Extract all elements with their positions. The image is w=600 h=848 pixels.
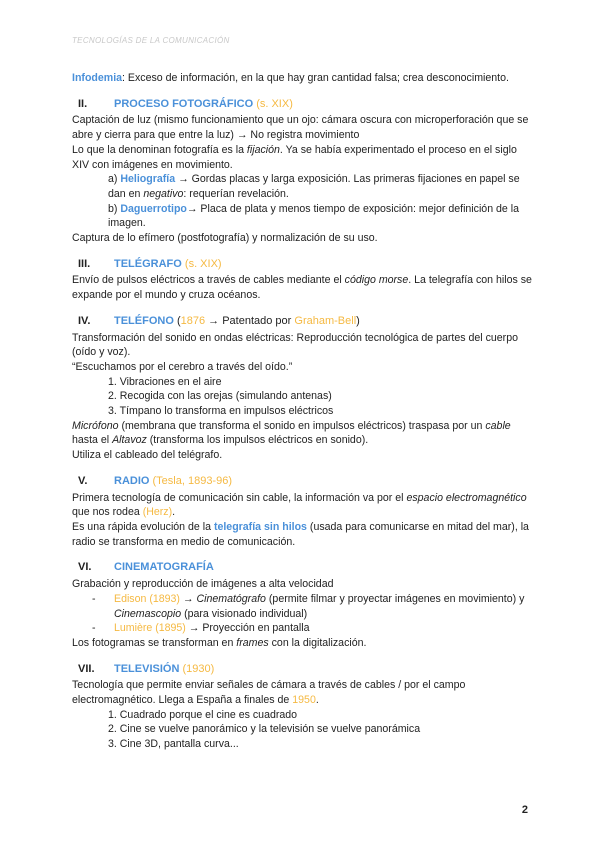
section-number: V. — [78, 474, 88, 487]
section-title: CINEMATOGRAFÍA — [114, 561, 214, 574]
infodemia-term: Infodemia — [72, 72, 123, 84]
text-run: Envío de pulsos eléctricos a través de cables mediante el — [72, 274, 345, 287]
text-run: . — [315, 694, 319, 707]
text-run: . Ya se había experimentado el proceso en el siglo XIV con imágenes en movimiento. — [72, 143, 517, 171]
section-heading-radio — [72, 474, 532, 489]
section-subtitle: (1930) — [179, 662, 215, 675]
paragraph: Captura de lo efímero (postfotografía) y normalización de su uso. — [72, 232, 378, 245]
italic-term: Cinematógrafo — [196, 592, 266, 605]
lumiere-label: Lumière (1895) — [114, 622, 186, 635]
text-run: : requerían revelación. — [183, 187, 289, 200]
text-run: (para visionado individual) — [181, 607, 308, 620]
text-run: → Placa de plata y menos tiempo de exposición: mejor definición de la imagen. — [108, 202, 520, 230]
italic-term: Cinemascopio — [114, 607, 182, 620]
page-content — [72, 71, 532, 752]
italic-term: espacio electromagnético — [406, 491, 527, 504]
heliografia-term: Heliografía — [120, 173, 176, 186]
text-run: (permite filmar y proyectar imágenes en movimiento) y — [265, 592, 525, 605]
year-label: 1876 — [180, 314, 206, 327]
dash-marker: - — [92, 592, 96, 605]
italic-term: código morse — [344, 274, 409, 287]
text-run: → Proyección en pantalla — [185, 622, 310, 635]
paragraph — [72, 273, 532, 302]
text-run: → Patentado por — [205, 314, 295, 327]
text-run: Tecnología que permite enviar señales de cámara a través de cables / por el campo electromagnético. Llega a España a finales de — [72, 679, 466, 707]
section-number: II. — [78, 97, 88, 110]
paragraph — [72, 143, 532, 172]
text-run: ) — [356, 314, 360, 327]
text-run: . — [172, 506, 176, 519]
list-item: 3. Cine 3D, pantalla curva... — [108, 738, 239, 751]
infodemia-text: : Exceso de información, en la que hay gran cantidad falsa; crea desconocimiento. — [122, 72, 509, 84]
section-title: RADIO — [114, 474, 150, 487]
dash-marker: - — [92, 622, 96, 635]
paragraph — [72, 520, 532, 549]
italic-term: Altavoz — [112, 434, 147, 447]
text-run: ( — [173, 314, 181, 327]
section-subtitle: (s. XIX) — [253, 97, 293, 110]
list-marker: b) — [108, 202, 121, 215]
daguerrotipo-term: Daguerrotipo — [120, 202, 187, 215]
paragraph: Captación de luz (mismo funcionamiento que un ojo: cámara oscura con microperforación que se abre y cierra para que entre la luz) → No registra movimiento — [72, 114, 529, 142]
list-item: 1. Vibraciones en el aire — [108, 375, 222, 388]
text-run: (transforma los impulsos eléctricos en sonido). — [146, 434, 369, 447]
paragraph: Grabación y reproducción de imágenes a alta velocidad — [72, 578, 334, 591]
highlight-term: telegrafía sin hilos — [213, 520, 307, 533]
list-marker: a) — [108, 173, 121, 186]
inventor-name: Graham-Bell — [294, 314, 357, 327]
section-heading-cinematografia — [72, 560, 532, 575]
text-run: que nos rodea — [72, 506, 143, 519]
text-run: Primera tecnología de comunicación sin cable, la información va por el — [72, 491, 407, 504]
section-title: PROCESO FOTOGRÁFICO — [114, 97, 254, 110]
section-heading-fotografico — [72, 97, 532, 112]
text-run: → — [179, 592, 197, 605]
text-run: Es una rápida evolución de la — [72, 520, 214, 533]
text-run: con la digitalización. — [268, 636, 367, 649]
paragraph — [72, 678, 532, 707]
text-run: Los fotogramas se transforman en — [72, 636, 237, 649]
running-header: TECNOLOGÍAS DE LA COMUNICACIÓN — [72, 36, 230, 45]
italic-term: cable — [485, 419, 511, 432]
page-number: 2 — [521, 804, 528, 816]
paragraph: Transformación del sonido en ondas eléctricas: Reproducción tecnológica de partes del cuerpo (oído y voz). — [72, 331, 518, 359]
text-run: → Gordas placas y larga exposición. Las primeras fijaciones en papel se dan en — [108, 173, 520, 200]
section-heading-telefono — [72, 314, 532, 329]
section-title: TELEVISIÓN — [114, 662, 180, 675]
quote: “Escuchamos por el cerebro a través del oído.” — [72, 360, 293, 373]
list-item: 3. Tímpano lo transforma en impulsos eléctricos — [108, 405, 334, 418]
list-item-daguerrotipo — [72, 202, 532, 231]
paragraph — [72, 419, 532, 448]
text-run: (usada para comunicarse en mitad del mar), la radio se transforma en medio de comunicación. — [72, 520, 529, 548]
section-number: III. — [78, 257, 91, 270]
italic-term: Micrófono — [72, 419, 119, 432]
italic-term: frames — [236, 636, 269, 649]
section-heading-television — [72, 662, 532, 677]
list-item: 2. Cine se vuelve panorámico y la televisión se vuelve panorámica — [108, 723, 421, 736]
section-subtitle: (Tesla, 1893-96) — [149, 474, 232, 487]
paragraph — [72, 636, 532, 651]
section-subtitle: (s. XIX) — [181, 257, 222, 270]
text-run: hasta el — [72, 434, 113, 447]
edison-label: Edison (1893) — [114, 592, 180, 605]
italic-term: negativo — [143, 187, 184, 200]
text-run: (membrana que transforma el sonido en impulsos eléctricos) traspasa por un — [118, 419, 486, 432]
dash-item-edison — [72, 592, 532, 621]
text-run: Lo que la denominan fotografía es la — [72, 143, 247, 156]
section-number: VII. — [78, 662, 95, 675]
list-item: 1. Cuadrado porque el cine es cuadrado — [108, 708, 298, 721]
herz-label: (Herz) — [142, 506, 173, 519]
paragraph — [72, 491, 532, 520]
text-run: . La telegrafía con hilos se expande por el mundo y cruza océanos. — [72, 274, 532, 302]
infodemia-paragraph — [72, 71, 532, 86]
year-label: 1950 — [292, 694, 316, 707]
section-number: IV. — [78, 314, 91, 327]
section-number: VI. — [78, 561, 92, 574]
section-title: TELÉGRAFO — [114, 257, 182, 270]
section-heading-telegrafo — [72, 257, 532, 272]
list-item-heliografia — [72, 172, 532, 201]
italic-term: fijación — [246, 143, 280, 156]
dash-item-lumiere — [72, 621, 532, 636]
list-item: 2. Recogida con las orejas (simulando antenas) — [108, 390, 332, 403]
paragraph: Utiliza el cableado del telégrafo. — [72, 449, 223, 462]
section-title: TELÉFONO — [114, 314, 174, 327]
